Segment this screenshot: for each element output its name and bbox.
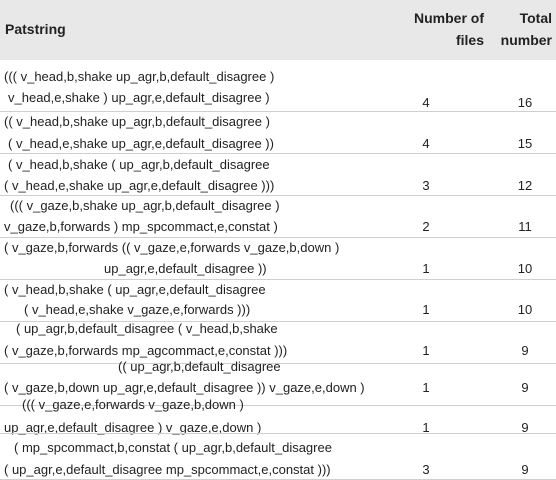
number-of-files-cell: 2 (422, 219, 430, 234)
number-of-files-cell: 3 (422, 462, 430, 477)
number-of-files-cell: 3 (422, 178, 430, 193)
header-total-number: Total number (500, 10, 552, 48)
total-number-cell: 10 (517, 302, 533, 317)
total-number-cell: 15 (517, 136, 533, 151)
number-of-files-cell: 4 (422, 136, 430, 151)
patstring-line: ( v_gaze,b,down up_agr,e,default_disagree )) v_gaze,e,down ) (4, 380, 365, 395)
table-row (0, 112, 556, 154)
total-number-cell: 10 (517, 261, 533, 276)
table-row (0, 154, 556, 196)
total-number-cell: 9 (521, 420, 529, 435)
total-number-cell: 11 (518, 219, 532, 234)
patstring-line: ( v_head,b,shake ( up_agr,e,default_disagree (4, 282, 266, 297)
patstring-line: ( v_gaze,b,forwards mp_agcommact,e,constat ))) (4, 343, 288, 358)
patstring-line: ( up_agr,e,default_disagree mp_spcommact,e,constat ))) (4, 462, 331, 477)
table-row (0, 280, 556, 322)
table-row (0, 196, 556, 238)
total-number-cell: 16 (517, 95, 533, 110)
header-number-of-files: Number of files (414, 10, 484, 48)
number-of-files-cell: 1 (422, 420, 430, 435)
table-header (0, 0, 556, 60)
total-number-cell: 9 (521, 343, 529, 358)
number-of-files-cell: 1 (422, 302, 430, 317)
total-number-cell: 9 (521, 462, 529, 477)
total-number-cell: 9 (521, 380, 529, 395)
patstring-line: up_agr,e,default_disagree )) (104, 261, 267, 276)
number-of-files-cell: 1 (422, 380, 430, 395)
patstring-line: v_gaze,b,forwards ) mp_spcommact,e,constat ) (4, 219, 278, 234)
patstring-line: (( v_head,b,shake up_agr,b,default_disagree ) (4, 114, 270, 129)
patstring-line: ( v_head,e,shake up_agr,e,default_disagree ))) (4, 178, 275, 193)
table-row (0, 60, 556, 112)
header-patstring: Patstring (5, 21, 66, 37)
patstring-line: (( up_agr,b,default_disagree (118, 359, 281, 374)
number-of-files-cell: 4 (422, 95, 430, 110)
patstring-line: ( mp_spcommact,b,constat ( up_agr,b,default_disagree (14, 440, 332, 455)
patstring-line: up_agr,e,default_disagree ) v_gaze,e,down ) (4, 420, 262, 435)
table-row (0, 434, 556, 480)
patstring-line: ( v_head,e,shake up_agr,e,default_disagree )) (8, 136, 274, 151)
patstring-line: ((( v_gaze,e,forwards v_gaze,b,down ) (22, 397, 244, 412)
table-row (0, 238, 556, 280)
patstring-line: ( v_head,e,shake v_gaze,e,forwards ))) (24, 302, 251, 317)
table-row (0, 397, 556, 435)
patstring-line: v_head,e,shake ) up_agr,e,default_disagree ) (8, 90, 270, 105)
patstring-line: ((( v_head,b,shake up_agr,b,default_disagree ) (4, 69, 275, 84)
number-of-files-cell: 1 (422, 261, 430, 276)
number-of-files-cell: 1 (422, 343, 430, 358)
total-number-cell: 12 (517, 178, 533, 193)
patstring-line: ((( v_gaze,b,shake up_agr,b,default_disagree ) (10, 198, 280, 213)
patstring-line: ( v_head,b,shake ( up_agr,b,default_disagree (8, 157, 270, 172)
patstring-line: ( up_agr,b,default_disagree ( v_head,b,shake (16, 321, 278, 336)
patstring-line: ( v_gaze,b,forwards (( v_gaze,e,forwards v_gaze,b,down ) (4, 240, 340, 255)
